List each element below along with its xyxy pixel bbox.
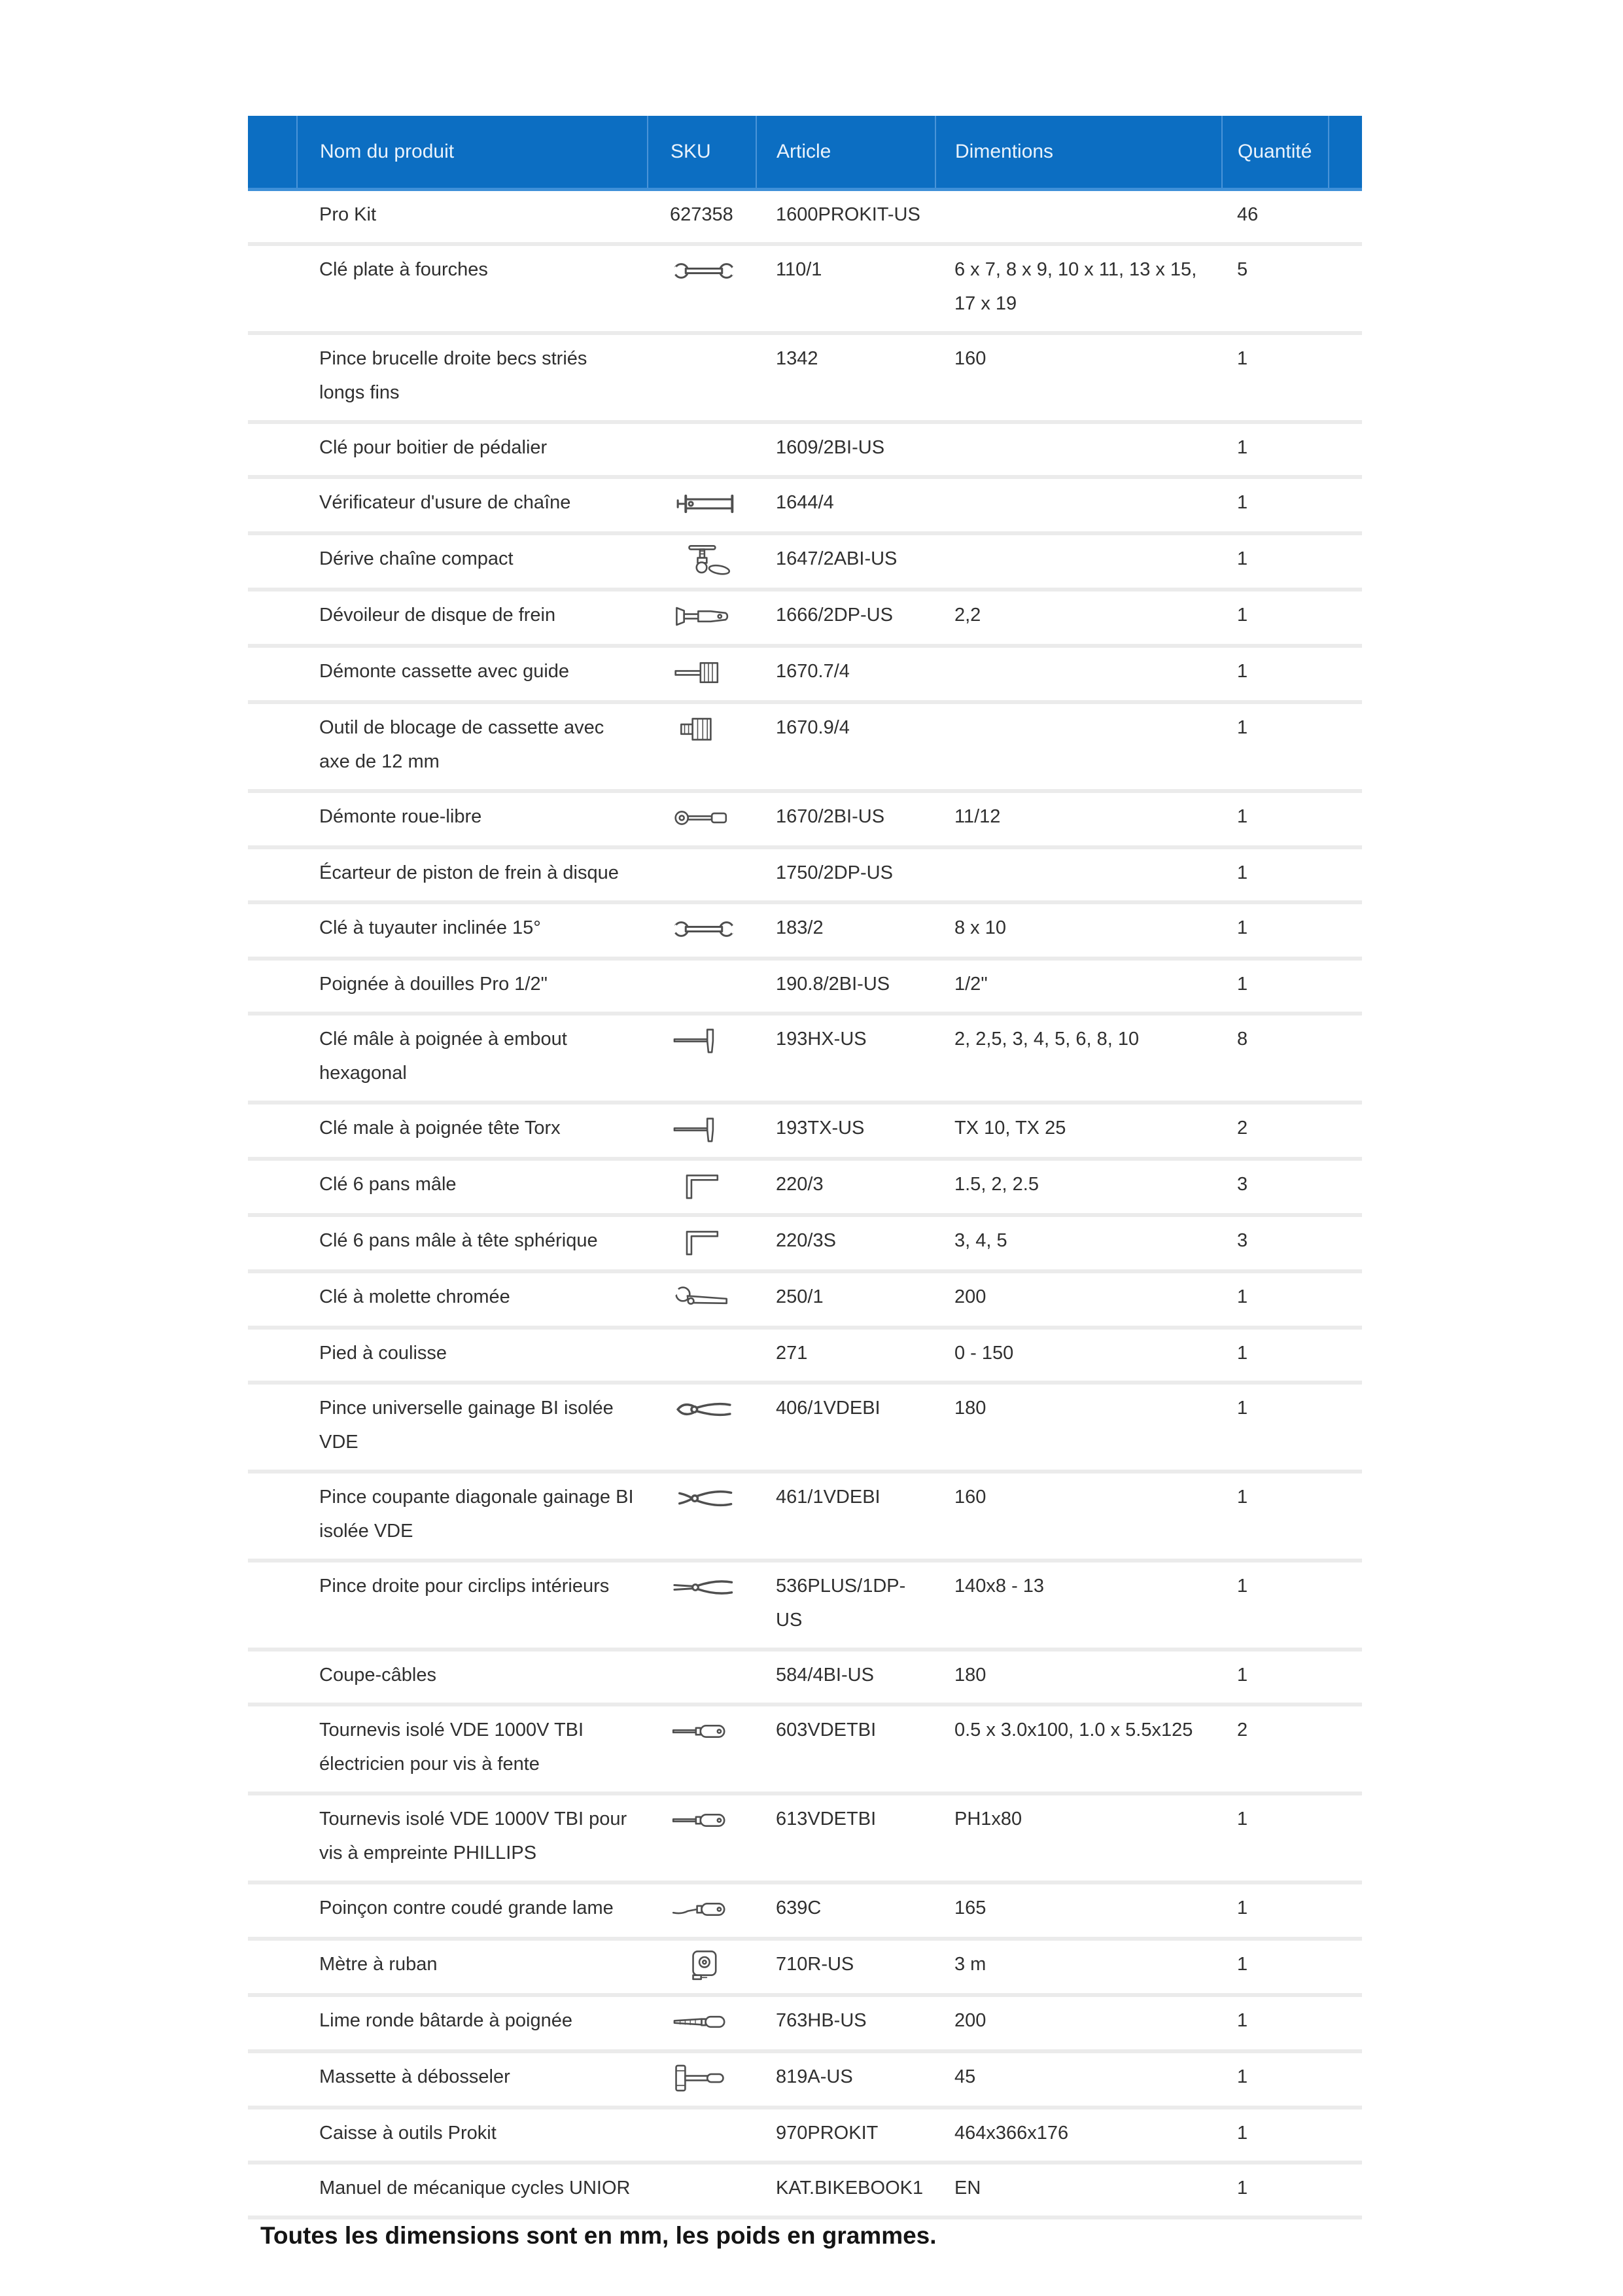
product-dimensions-cell: 8 x 10 <box>935 902 1222 959</box>
product-article-cell: 1666/2DP-US <box>756 590 935 646</box>
product-article-cell: 819A-US <box>756 2051 935 2108</box>
product-dimensions-cell: 11/12 <box>935 791 1222 847</box>
product-sku-cell <box>648 847 756 902</box>
product-dimensions-cell: 3, 4, 5 <box>935 1215 1222 1271</box>
product-dimensions-cell: 180 <box>935 1650 1222 1704</box>
row-spacer-right <box>1329 902 1362 959</box>
product-row <box>248 2163 1362 2217</box>
dimensions-note: Toutes les dimensions sont en mm, les poids en grammes. <box>260 2222 937 2249</box>
disc-truing-tool-icon <box>670 599 738 633</box>
product-dimensions-cell: 2,2 <box>935 590 1222 646</box>
product-article-cell: 406/1VDEBI <box>756 1383 935 1472</box>
product-quantity-cell: 1 <box>1222 847 1329 902</box>
product-quantity-cell: 1 <box>1222 702 1329 791</box>
product-dimensions-cell: 6 x 7, 8 x 9, 10 x 11, 13 x 15, 17 x 19 <box>935 244 1222 333</box>
product-name-cell: Clé à tuyauter inclinée 15° <box>297 902 648 959</box>
product-article-cell: 193TX-US <box>756 1103 935 1159</box>
product-article-cell: 271 <box>756 1328 935 1383</box>
chain-tool-icon <box>670 543 738 577</box>
product-dimensions-cell: 45 <box>935 2051 1222 2108</box>
chain-checker-icon <box>670 487 738 521</box>
row-spacer-right <box>1329 2108 1362 2163</box>
product-sku-cell <box>648 1328 756 1383</box>
product-article-cell: 193HX-US <box>756 1014 935 1103</box>
product-dimensions-cell: 3 m <box>935 1939 1222 1995</box>
product-dimensions-cell: 200 <box>935 1271 1222 1328</box>
product-row <box>248 1793 1362 1882</box>
product-name-cell: Clé male à poignée tête Torx <box>297 1103 648 1159</box>
product-row <box>248 1271 1362 1328</box>
product-sku-cell <box>648 1939 756 1995</box>
product-dimensions-cell: 1.5, 2, 2.5 <box>935 1159 1222 1215</box>
product-name-cell: Clé pour boitier de pédalier <box>297 422 648 477</box>
t-handle-key-icon <box>670 1023 738 1057</box>
product-sku-cell <box>648 1793 756 1882</box>
product-sku-cell <box>648 2163 756 2217</box>
product-name-cell: Manuel de mécanique cycles UNIOR <box>297 2163 648 2217</box>
product-dimensions-cell: 165 <box>935 1882 1222 1939</box>
product-quantity-cell: 1 <box>1222 1271 1329 1328</box>
row-spacer-right <box>1329 1561 1362 1650</box>
row-spacer-left <box>248 244 297 333</box>
product-article-cell: 613VDETBI <box>756 1793 935 1882</box>
product-sku-cell <box>648 1159 756 1215</box>
table-header <box>248 116 1362 190</box>
row-spacer-right <box>1329 190 1362 245</box>
product-dimensions-cell: 2, 2,5, 3, 4, 5, 6, 8, 10 <box>935 1014 1222 1103</box>
product-row <box>248 1328 1362 1383</box>
screwdriver-icon <box>670 1803 738 1837</box>
row-spacer-right <box>1329 477 1362 533</box>
header-spacer-left <box>248 116 297 190</box>
header-dimensions: Dimentions <box>935 116 1222 190</box>
product-name-cell: Massette à débosseler <box>297 2051 648 2108</box>
product-article-cell: 461/1VDEBI <box>756 1472 935 1561</box>
product-name-cell: Clé mâle à poignée à embout hexagonal <box>297 1014 648 1103</box>
product-row <box>248 1215 1362 1271</box>
mallet-icon <box>670 2061 738 2095</box>
row-spacer-left <box>248 1995 297 2051</box>
product-article-cell: 250/1 <box>756 1271 935 1328</box>
product-sku-cell <box>648 1271 756 1328</box>
header-sku: SKU <box>648 116 756 190</box>
row-spacer-right <box>1329 1650 1362 1704</box>
product-dimensions-cell: 140x8 - 13 <box>935 1561 1222 1650</box>
product-name-cell: Outil de blocage de cassette avec axe de 12 mm <box>297 702 648 791</box>
product-row <box>248 2108 1362 2163</box>
row-spacer-right <box>1329 1793 1362 1882</box>
product-quantity-cell: 1 <box>1222 1995 1329 2051</box>
product-article-cell: 1342 <box>756 333 935 422</box>
awl-icon <box>670 1892 738 1926</box>
product-quantity-cell: 1 <box>1222 2051 1329 2108</box>
product-article-cell: 710R-US <box>756 1939 935 1995</box>
t-handle-key-icon <box>670 1112 738 1146</box>
row-spacer-left <box>248 847 297 902</box>
product-article-cell: 1600PROKIT-US <box>756 190 935 245</box>
product-row <box>248 1882 1362 1939</box>
product-dimensions-cell <box>935 847 1222 902</box>
product-quantity-cell: 1 <box>1222 590 1329 646</box>
product-quantity-cell: 2 <box>1222 1103 1329 1159</box>
product-name-cell: Pince droite pour circlips intérieurs <box>297 1561 648 1650</box>
row-spacer-left <box>248 1159 297 1215</box>
product-quantity-cell: 1 <box>1222 1939 1329 1995</box>
product-row <box>248 1159 1362 1215</box>
product-sku-cell <box>648 1650 756 1704</box>
row-spacer-left <box>248 333 297 422</box>
product-row <box>248 1939 1362 1995</box>
product-sku-cell <box>648 1103 756 1159</box>
product-row <box>248 1704 1362 1793</box>
row-spacer-left <box>248 590 297 646</box>
product-quantity-cell: 2 <box>1222 1704 1329 1793</box>
product-quantity-cell: 1 <box>1222 646 1329 702</box>
product-name-cell: Pince brucelle droite becs striés longs fins <box>297 333 648 422</box>
product-dimensions-cell <box>935 702 1222 791</box>
product-dimensions-cell: 0 - 150 <box>935 1328 1222 1383</box>
row-spacer-right <box>1329 244 1362 333</box>
header-product: Nom du produit <box>297 116 648 190</box>
row-spacer-left <box>248 1103 297 1159</box>
product-name-cell: Coupe-câbles <box>297 1650 648 1704</box>
row-spacer-left <box>248 1215 297 1271</box>
row-spacer-left <box>248 1383 297 1472</box>
product-sku-cell <box>648 244 756 333</box>
row-spacer-left <box>248 1882 297 1939</box>
product-sku-cell <box>648 1472 756 1561</box>
product-article-cell: 1670.7/4 <box>756 646 935 702</box>
product-sku-cell <box>648 1014 756 1103</box>
row-spacer-left <box>248 1014 297 1103</box>
row-spacer-right <box>1329 1014 1362 1103</box>
row-spacer-left <box>248 959 297 1014</box>
row-spacer-right <box>1329 1995 1362 2051</box>
product-dimensions-cell: PH1x80 <box>935 1793 1222 1882</box>
product-sku-cell <box>648 1561 756 1650</box>
product-article-cell: 110/1 <box>756 244 935 333</box>
product-name-cell: Clé plate à fourches <box>297 244 648 333</box>
header-row <box>248 116 1362 190</box>
row-spacer-right <box>1329 791 1362 847</box>
row-spacer-right <box>1329 1704 1362 1793</box>
header-quantity: Quantité <box>1222 116 1329 190</box>
product-name-cell: Pince universelle gainage BI isolée VDE <box>297 1383 648 1472</box>
product-row <box>248 477 1362 533</box>
row-spacer-right <box>1329 1271 1362 1328</box>
product-article-cell: 1670.9/4 <box>756 702 935 791</box>
product-name-cell: Lime ronde bâtarde à poignée <box>297 1995 648 2051</box>
product-name-cell: Pro Kit <box>297 190 648 245</box>
product-quantity-cell: 1 <box>1222 1793 1329 1882</box>
product-quantity-cell: 1 <box>1222 422 1329 477</box>
product-sku-cell <box>648 646 756 702</box>
product-sku-cell <box>648 1704 756 1793</box>
product-sku-cell <box>648 422 756 477</box>
row-spacer-right <box>1329 422 1362 477</box>
product-quantity-cell: 3 <box>1222 1215 1329 1271</box>
row-spacer-right <box>1329 1103 1362 1159</box>
freewheel-tool-icon <box>670 801 738 835</box>
product-sku-cell <box>648 477 756 533</box>
product-row <box>248 590 1362 646</box>
product-name-cell: Vérificateur d'usure de chaîne <box>297 477 648 533</box>
header-article: Article <box>756 116 935 190</box>
product-name-cell: Écarteur de piston de frein à disque <box>297 847 648 902</box>
row-spacer-left <box>248 1328 297 1383</box>
product-row <box>248 1103 1362 1159</box>
screwdriver-icon <box>670 1714 738 1748</box>
product-row <box>248 533 1362 590</box>
l-hex-key-icon <box>670 1169 738 1203</box>
product-quantity-cell: 1 <box>1222 791 1329 847</box>
product-name-cell: Poinçon contre coudé grande lame <box>297 1882 648 1939</box>
row-spacer-left <box>248 2108 297 2163</box>
row-spacer-left <box>248 533 297 590</box>
product-article-cell: 639C <box>756 1882 935 1939</box>
table-body <box>248 190 1362 2218</box>
product-name-cell: Clé à molette chromée <box>297 1271 648 1328</box>
product-article-cell: 183/2 <box>756 902 935 959</box>
row-spacer-right <box>1329 590 1362 646</box>
row-spacer-left <box>248 1650 297 1704</box>
product-row <box>248 646 1362 702</box>
row-spacer-right <box>1329 2051 1362 2108</box>
product-quantity-cell: 1 <box>1222 533 1329 590</box>
product-row <box>248 422 1362 477</box>
product-row <box>248 847 1362 902</box>
product-name-cell: Tournevis isolé VDE 1000V TBI électricien pour vis à fente <box>297 1704 648 1793</box>
product-article-cell: 603VDETBI <box>756 1704 935 1793</box>
row-spacer-right <box>1329 533 1362 590</box>
diagonal-cutters-icon <box>670 1481 738 1515</box>
l-hex-key-icon <box>670 1225 738 1259</box>
product-quantity-cell: 1 <box>1222 2108 1329 2163</box>
product-quantity-cell: 46 <box>1222 190 1329 245</box>
products-table <box>248 116 1362 2219</box>
product-quantity-cell: 8 <box>1222 1014 1329 1103</box>
product-row <box>248 702 1362 791</box>
row-spacer-right <box>1329 1383 1362 1472</box>
row-spacer-right <box>1329 2163 1362 2217</box>
product-dimensions-cell <box>935 190 1222 245</box>
product-name-cell: Poignée à douilles Pro 1/2" <box>297 959 648 1014</box>
product-name-cell: Dévoileur de disque de frein <box>297 590 648 646</box>
product-quantity-cell: 1 <box>1222 1472 1329 1561</box>
product-dimensions-cell: 180 <box>935 1383 1222 1472</box>
row-spacer-left <box>248 422 297 477</box>
row-spacer-left <box>248 1561 297 1650</box>
combination-pliers-icon <box>670 1392 738 1426</box>
row-spacer-left <box>248 2163 297 2217</box>
product-quantity-cell: 1 <box>1222 1383 1329 1472</box>
row-spacer-left <box>248 1939 297 1995</box>
product-row <box>248 902 1362 959</box>
product-row <box>248 1650 1362 1704</box>
row-spacer-right <box>1329 847 1362 902</box>
product-row <box>248 1995 1362 2051</box>
row-spacer-left <box>248 646 297 702</box>
tape-measure-icon <box>670 1949 738 1983</box>
product-sku-cell <box>648 2108 756 2163</box>
product-sku-cell <box>648 1215 756 1271</box>
product-sku-cell <box>648 590 756 646</box>
product-row <box>248 959 1362 1014</box>
round-file-icon <box>670 2005 738 2039</box>
product-article-cell: 584/4BI-US <box>756 1650 935 1704</box>
product-dimensions-cell <box>935 646 1222 702</box>
product-dimensions-cell: EN <box>935 2163 1222 2217</box>
row-spacer-left <box>248 190 297 245</box>
product-name-cell: Mètre à ruban <box>297 1939 648 1995</box>
product-name-cell: Pince coupante diagonale gainage BI isolée VDE <box>297 1472 648 1561</box>
row-spacer-right <box>1329 702 1362 791</box>
product-name-cell: Clé 6 pans mâle <box>297 1159 648 1215</box>
product-dimensions-cell <box>935 533 1222 590</box>
product-dimensions-cell: 200 <box>935 1995 1222 2051</box>
row-spacer-left <box>248 1271 297 1328</box>
product-name-cell: Tournevis isolé VDE 1000V TBI pour vis à empreinte PHILLIPS <box>297 1793 648 1882</box>
row-spacer-right <box>1329 1939 1362 1995</box>
product-row <box>248 1472 1362 1561</box>
circlip-pliers-icon <box>670 1570 738 1604</box>
product-quantity-cell: 3 <box>1222 1159 1329 1215</box>
product-name-cell: Démonte roue-libre <box>297 791 648 847</box>
row-spacer-left <box>248 791 297 847</box>
product-article-cell: 1750/2DP-US <box>756 847 935 902</box>
product-article-cell: 1644/4 <box>756 477 935 533</box>
row-spacer-right <box>1329 333 1362 422</box>
product-dimensions-cell: 160 <box>935 333 1222 422</box>
product-dimensions-cell: 464x366x176 <box>935 2108 1222 2163</box>
product-quantity-cell: 1 <box>1222 1650 1329 1704</box>
row-spacer-right <box>1329 1472 1362 1561</box>
product-sku-cell <box>648 791 756 847</box>
product-row <box>248 2051 1362 2108</box>
product-sku-cell <box>648 702 756 791</box>
product-row <box>248 1383 1362 1472</box>
open-end-wrench-icon <box>670 254 738 288</box>
product-sku-cell: 627358 <box>648 190 756 245</box>
product-quantity-cell: 1 <box>1222 477 1329 533</box>
row-spacer-left <box>248 1793 297 1882</box>
product-dimensions-cell: 0.5 x 3.0x100, 1.0 x 5.5x125 <box>935 1704 1222 1793</box>
product-dimensions-cell: 160 <box>935 1472 1222 1561</box>
product-quantity-cell: 1 <box>1222 333 1329 422</box>
product-row <box>248 1561 1362 1650</box>
product-sku-cell <box>648 1882 756 1939</box>
product-sku-cell <box>648 959 756 1014</box>
product-dimensions-cell <box>935 477 1222 533</box>
product-quantity-cell: 1 <box>1222 1561 1329 1650</box>
row-spacer-right <box>1329 1882 1362 1939</box>
product-sku-cell <box>648 333 756 422</box>
product-dimensions-cell: TX 10, TX 25 <box>935 1103 1222 1159</box>
product-article-cell: 1647/2ABI-US <box>756 533 935 590</box>
product-quantity-cell: 5 <box>1222 244 1329 333</box>
product-row <box>248 791 1362 847</box>
row-spacer-right <box>1329 1328 1362 1383</box>
product-article-cell: 190.8/2BI-US <box>756 959 935 1014</box>
product-quantity-cell: 1 <box>1222 1328 1329 1383</box>
product-article-cell: 220/3 <box>756 1159 935 1215</box>
product-sku-cell <box>648 2051 756 2108</box>
product-article-cell: 763HB-US <box>756 1995 935 2051</box>
product-quantity-cell: 1 <box>1222 902 1329 959</box>
product-quantity-cell: 1 <box>1222 959 1329 1014</box>
header-spacer-right <box>1329 116 1362 190</box>
row-spacer-left <box>248 1704 297 1793</box>
product-sku-cell <box>648 533 756 590</box>
row-spacer-left <box>248 702 297 791</box>
product-sku-cell <box>648 1383 756 1472</box>
lockring-tool-icon <box>670 712 738 746</box>
row-spacer-right <box>1329 646 1362 702</box>
product-sku-cell <box>648 1995 756 2051</box>
product-sku-cell <box>648 902 756 959</box>
row-spacer-right <box>1329 1159 1362 1215</box>
row-spacer-right <box>1329 959 1362 1014</box>
product-dimensions-cell <box>935 422 1222 477</box>
product-name-cell: Pied à coulisse <box>297 1328 648 1383</box>
row-spacer-left <box>248 477 297 533</box>
cassette-tool-icon <box>670 656 738 690</box>
product-row <box>248 190 1362 245</box>
adjustable-wrench-icon <box>670 1281 738 1315</box>
row-spacer-right <box>1329 1215 1362 1271</box>
product-name-cell: Clé 6 pans mâle à tête sphérique <box>297 1215 648 1271</box>
product-article-cell: 970PROKIT <box>756 2108 935 2163</box>
product-row <box>248 244 1362 333</box>
product-article-cell: 1609/2BI-US <box>756 422 935 477</box>
product-name-cell: Dérive chaîne compact <box>297 533 648 590</box>
product-quantity-cell: 1 <box>1222 2163 1329 2217</box>
product-article-cell: 1670/2BI-US <box>756 791 935 847</box>
product-row <box>248 333 1362 422</box>
product-dimensions-cell: 1/2" <box>935 959 1222 1014</box>
open-end-wrench-icon <box>670 912 738 946</box>
row-spacer-left <box>248 1472 297 1561</box>
product-article-cell: KAT.BIKEBOOK1 <box>756 2163 935 2217</box>
row-spacer-left <box>248 902 297 959</box>
product-article-cell: 220/3S <box>756 1215 935 1271</box>
product-name-cell: Démonte cassette avec guide <box>297 646 648 702</box>
product-quantity-cell: 1 <box>1222 1882 1329 1939</box>
product-name-cell: Caisse à outils Prokit <box>297 2108 648 2163</box>
product-row <box>248 1014 1362 1103</box>
row-spacer-left <box>248 2051 297 2108</box>
product-article-cell: 536PLUS/1DP-US <box>756 1561 935 1650</box>
